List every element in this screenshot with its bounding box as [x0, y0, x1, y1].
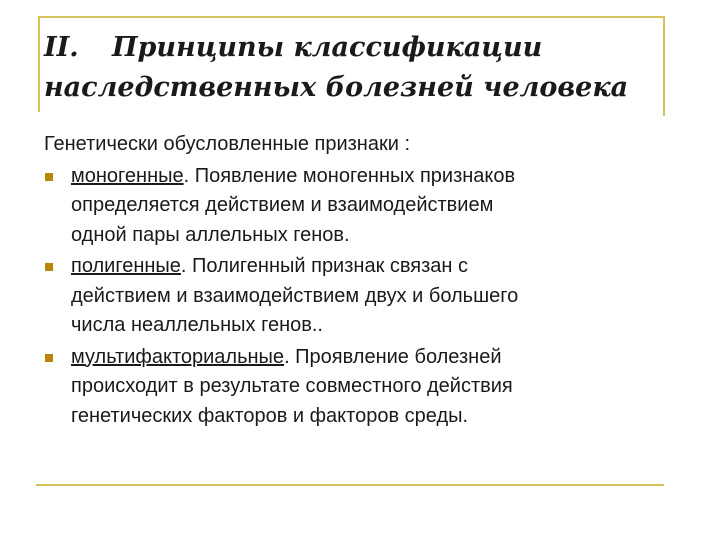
- list-item-term: моногенные: [71, 164, 184, 187]
- list-item-line-1: [71, 252, 684, 282]
- list-item: [44, 343, 684, 432]
- list-item-line-2: происходит в результате совместного действия: [71, 375, 513, 397]
- list-item: [44, 162, 684, 251]
- square-bullet-icon: [45, 263, 53, 271]
- list-item-line-2: определяется действием и взаимодействием: [71, 194, 494, 216]
- list-item-definition-start: . Проявление болезней: [284, 345, 502, 368]
- list-item-line-1: [71, 343, 684, 373]
- list-item-definition-start: . Появление моногенных признаков: [183, 164, 516, 187]
- list-item-text: [71, 343, 684, 432]
- frame-line-left: [38, 16, 40, 112]
- list-item-line-2: действием и взаимодействием двух и большего: [71, 284, 519, 307]
- list-item: [44, 252, 684, 341]
- slide-title: [44, 28, 654, 108]
- list-item-line-1: [71, 162, 684, 192]
- frame-line-top: [38, 16, 664, 18]
- frame-line-right: [663, 16, 665, 116]
- list-item-line-3: одной пары аллельных генов.: [71, 223, 350, 246]
- list-item-text: [71, 252, 684, 341]
- square-bullet-icon: [45, 173, 53, 181]
- square-bullet-icon: [45, 354, 53, 362]
- intro-text: Генетически обусловленные признаки :: [44, 133, 411, 155]
- list-item-term: полигенные: [71, 255, 181, 277]
- title-number: II.: [44, 32, 79, 63]
- bullet-list: [44, 162, 684, 432]
- list-item-line-3: числа неаллельных генов..: [71, 314, 323, 336]
- title-line-1: Принципы классификации: [112, 32, 543, 63]
- list-item-text: [71, 162, 684, 251]
- frame-line-bottom: [36, 484, 664, 486]
- list-item-line-3: генетических факторов и факторов среды.: [71, 404, 469, 427]
- title-line-2: наследственных болезней человека: [44, 72, 629, 103]
- slide-content: [44, 130, 684, 433]
- list-item-definition-start: . Полигенный признак связан с: [180, 255, 469, 277]
- list-item-term: мультифакториальные: [71, 345, 285, 368]
